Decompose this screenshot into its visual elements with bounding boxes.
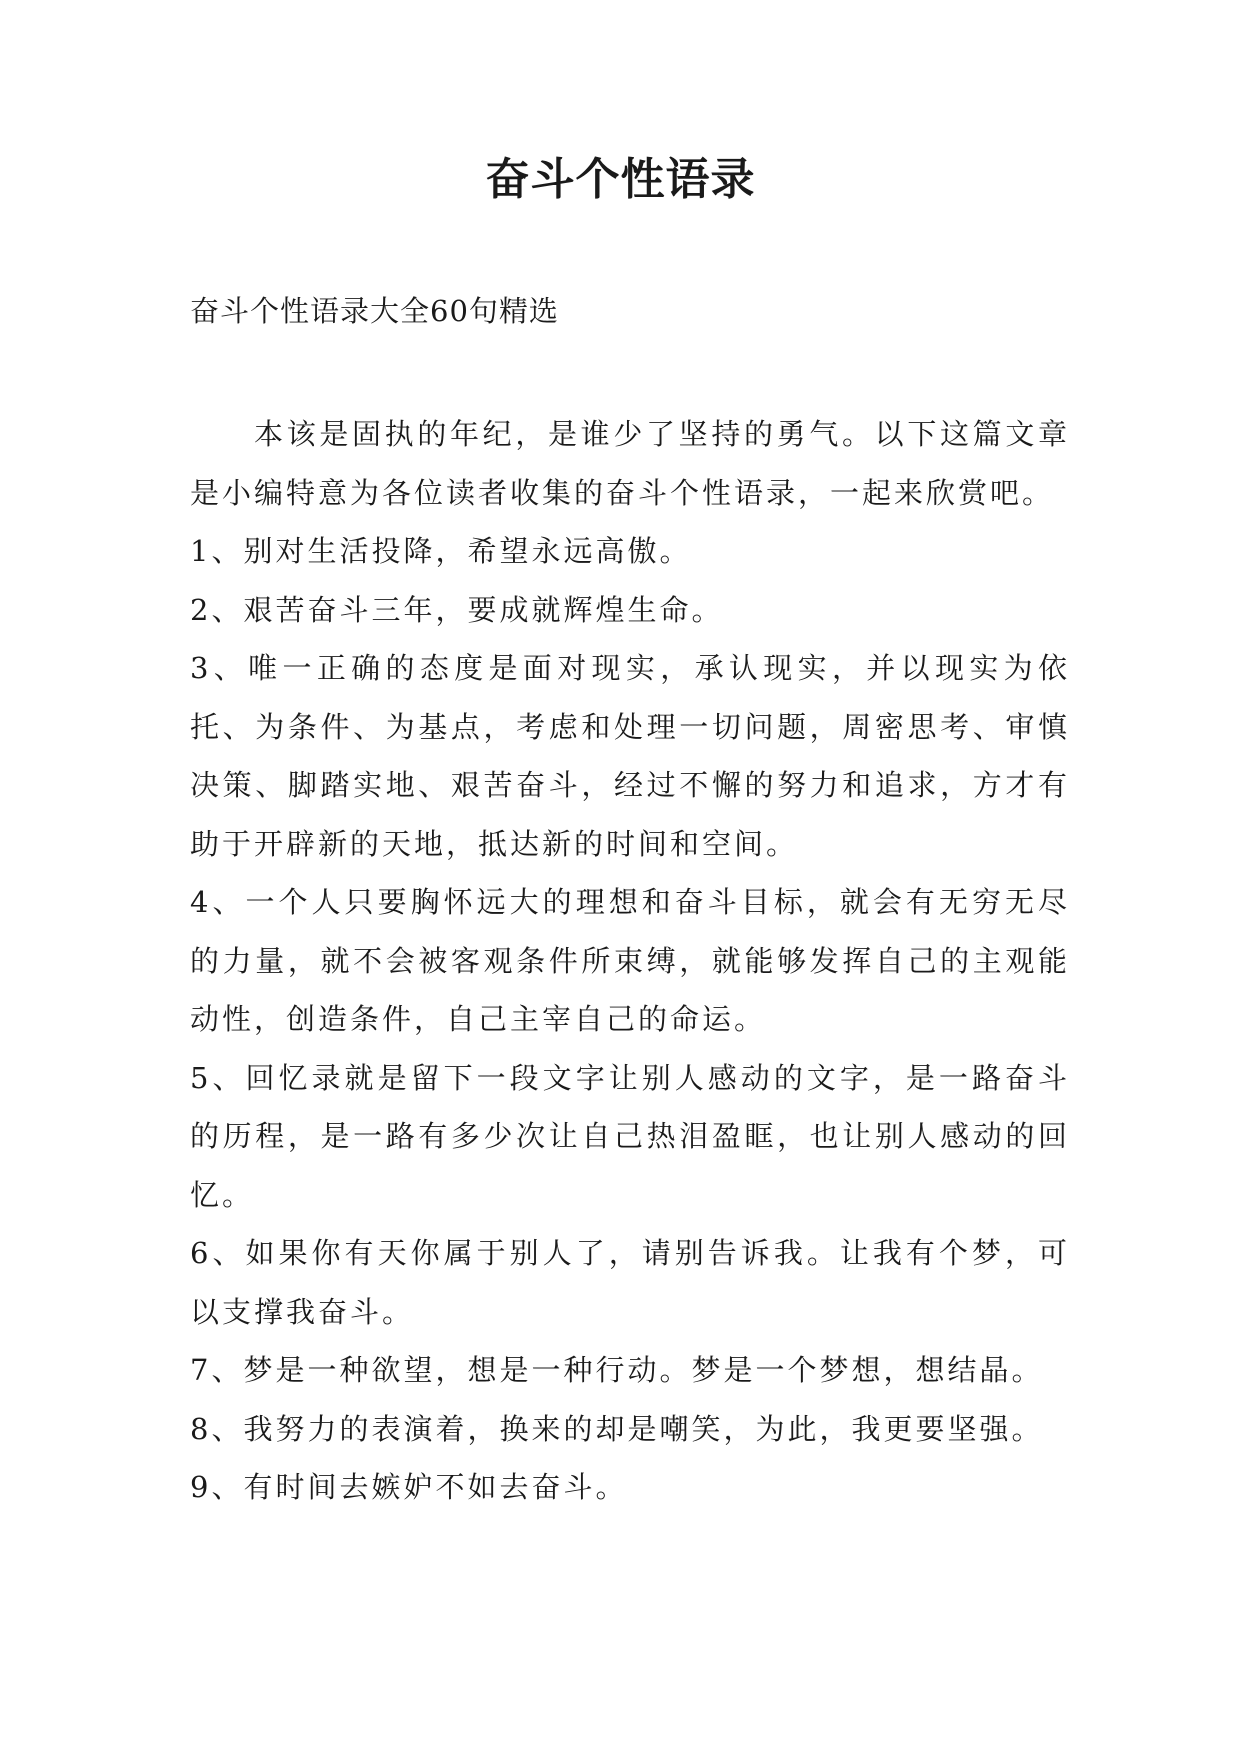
document-subtitle: 奋斗个性语录大全60句精选: [190, 294, 559, 328]
quote-item-2: 2、艰苦奋斗三年，要成就辉煌生命。: [190, 592, 724, 627]
quote-item-3: 3、唯一正确的态度是面对现实，承认现实，并以现实为依托、为条件、为基点，考虑和处理一切问题，周密思考、审慎决策、脚踏实地、艰苦奋斗，经过不懈的努力和追求，方才有助于开辟新的天地，抵达新的时间和空间。: [190, 651, 1070, 861]
quote-item-1: 1、别对生活投降，希望永远高傲。: [190, 534, 692, 568]
quote-item-7: 7、梦是一种欲望，想是一种行动。梦是一个梦想，想结晶。: [190, 1353, 1044, 1387]
quote-item-6: 6、如果你有天你属于别人了，请别告诉我。让我有个梦，可以支撑我奋斗。: [190, 1236, 1070, 1329]
document-body: [190, 405, 1070, 1517]
quote-item-5: 5、回忆录就是留下一段文字让别人感动的文字，是一路奋斗的历程，是一路有多少次让自己热泪盈眶，也让别人感动的回忆。: [190, 1060, 1070, 1212]
document-title: 奋斗个性语录: [485, 154, 756, 205]
quote-item-9: 9、有时间去嫉妒不如去奋斗。: [190, 1470, 628, 1504]
quote-item-8: 8、我努力的表演着，换来的却是嘲笑，为此，我更要坚强。: [190, 1411, 1044, 1446]
quote-item-4: 4、一个人只要胸怀远大的理想和奋斗目标，就会有无穷无尽的力量，就不会被客观条件所束缚，就能够发挥自己的主观能动性，创造条件，自己主宰自己的命运。: [190, 885, 1070, 1036]
intro-paragraph: 本该是固执的年纪，是谁少了坚持的勇气。以下这篇文章是小编特意为各位读者收集的奋斗个性语录，一起来欣赏吧。: [190, 417, 1070, 510]
